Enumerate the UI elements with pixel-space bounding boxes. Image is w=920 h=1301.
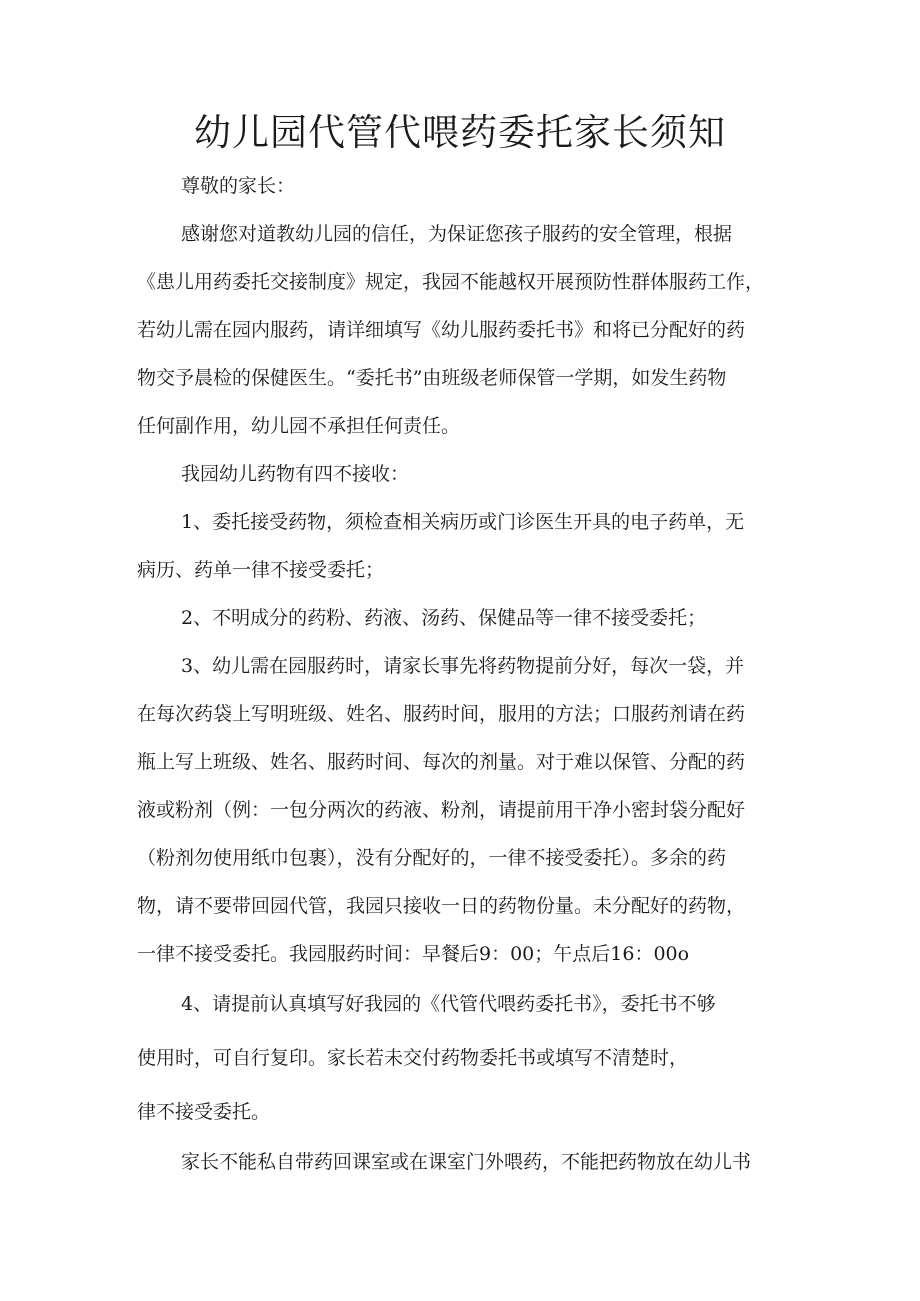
text-line: 病历、药单一律不接受委托； [137, 559, 385, 581]
text-line: 1、委托接受药物，须检查相关病历或门诊医生开具的电子药单，无 [181, 511, 745, 533]
text-line: 感谢您对道教幼儿园的信任，为保证您孩子服药的安全管理，根据 [181, 223, 733, 245]
greeting: 尊敬的家长： [181, 175, 296, 197]
rule-2: 2、不明成分的药粉、药液、汤药、保健品等一律不接受委托； [181, 607, 707, 629]
text-line: 一律不接受委托。我园服药时间：早餐后9：00；午点后16：00o [137, 943, 690, 965]
rules-intro: 我园幼儿药物有四不接收： [181, 463, 410, 485]
text-line: 4、请提前认真填写好我园的《代管代喂药委托书》，委托书不够 [181, 993, 716, 1015]
text-line: 瓶上写上班级、姓名、服药时间、每次的剂量。对于难以保管、分配的药 [137, 751, 746, 773]
document-title: 幼儿园代管代喂药委托家长须知 [194, 111, 726, 154]
text-line: 若幼儿需在园内服药，请详细填写《幼儿服药委托书》和将已分配好的药 [137, 319, 746, 341]
text-line: 《患儿用药委托交接制度》规定，我园不能越权开展预防性群体服药工作， [137, 271, 765, 293]
text-line: 液或粉剂（例：一包分两次的药液、粉剂，请提前用干净小密封袋分配好 [137, 799, 746, 821]
text-line: 在每次药袋上写明班级、姓名、服药时间，服用的方法；口服药剂请在药 [137, 703, 746, 725]
text-line: 物，请不要带回园代管，我园只接收一日的药物份量。未分配好的药物， [137, 895, 746, 917]
text-line: 律不接受委托。 [137, 1101, 271, 1123]
text-line: 任何副作用，幼儿园不承担任何责任。 [137, 415, 461, 437]
text-line: 3、幼儿需在园服药时，请家长事先将药物提前分好，每次一袋，并 [181, 655, 745, 677]
closing-paragraph: 家长不能私自带药回课室或在课室门外喂药，不能把药物放在幼儿书 [181, 1151, 752, 1173]
text-line: （粉剂勿使用纸巾包裹），没有分配好的，一律不接受委托）。多余的药 [137, 847, 727, 869]
text-line: 使用时，可自行复印。家长若未交付药物委托书或填写不清楚时， [137, 1047, 689, 1069]
text-line: 物交予晨检的保健医生。“委托书”由班级老师保管一学期，如发生药物 [137, 367, 727, 389]
